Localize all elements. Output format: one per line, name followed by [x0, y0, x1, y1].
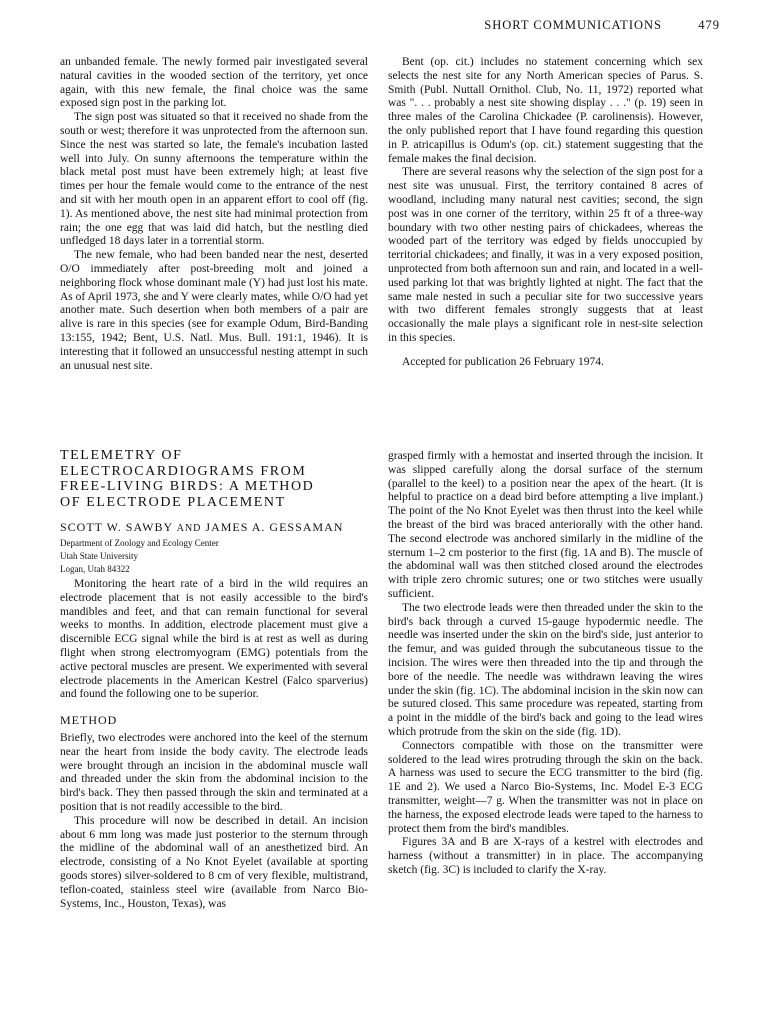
paragraph: There are several reasons why the selection of the sign post for a nest site was unusual. First, the territory contained 8 acres of woodland, including many natural nest cavities; second, the sign post was in one corner of the territory, within 25 ft of a three-way boundary with two other nesting pairs of chickadees, whereas the wooded part of the territory was edged by fields unoccupied by territorial chickadees; and finally, it was in a very exposed position, unprotected from both afternoon sun and rain, and located in a well-used parking lot that was brightly lighted at night. The fact that the same male nested in such a peculiar site for two successive years with two different females strongly suggests that at least occasionally the male plays a significant role in nest-site selection in this species.: [388, 166, 703, 344]
affiliation-line: Utah State University: [60, 551, 138, 561]
article-title-block: [60, 448, 368, 574]
affiliation-line: Department of Zoology and Ecology Center: [60, 538, 219, 548]
running-header: [380, 18, 720, 40]
paragraph: This procedure will now be described in detail. An incision about 6 mm long was made just posterior to the sternum through the midline of the abdominal wall of an anesthetized bird. An electrode, consisting of a No Knot Eyelet (available at sporting goods stores) silver-soldered to 8 cm of very flexible, multistrand, teflon-coated, stainless steel wire (available from Narco Bio-Systems, Inc., Houston, Texas), was: [60, 814, 368, 910]
page-number: 479: [698, 18, 720, 32]
paragraph: an unbanded female. The newly formed pair investigated several natural cavities in the wooded section of the territory, yet once again, with this new female, the final choice was the same exposed sign post in the parking lot.: [60, 56, 368, 110]
new-article-left-column: [60, 578, 368, 911]
paragraph: The sign post was situated so that it received no shade from the south or west; therefore it was unprotected from the afternoon sun. Since the nest was started so late, the female's incubation lasted well into July. On sunny afternoons the temperature within the black metal post must have been extremely high; at least five times per hour the female would come to the entrance of the nest and sit with her mouth open in an apparent effort to cool off (fig. 1). As mentioned above, the nest site had minimal protection from rain; the one egg that was laid did hatch, but the nestling died unfledged 18 days later in a torrential storm.: [60, 111, 368, 248]
paragraph: The new female, who had been banded near the nest, deserted O/O immediately after post-breeding molt and joined a neighboring flock whose dominant male (Y) had just lost his mate. As of April 1973, she and Y were clearly mates, while O/O had yet another mate. Such desertion when both members of a pair are alive is rare in this species (see for example Odum, Bird-Banding 13:155, 1942; Bent, U.S. Natl. Mus. Bull. 191:1, 1946). It is interesting that it followed an unsuccessful nesting attempt in such an unusual nest site.: [60, 249, 368, 372]
article-title-line: ELECTROCARDIOGRAMS FROM: [60, 463, 307, 479]
article-title-line: OF ELECTRODE PLACEMENT: [60, 494, 286, 510]
acceptance-note: Accepted for publication 26 February 1974.: [402, 355, 604, 368]
paragraph: grasped firmly with a hemostat and inserted through the incision. It was slipped carefully along the dorsal surface of the sternum (parallel to the keel) to a position near the apex of the heart. (It is helpful to practice on a dead bird before attempting a live implant.) The point of the No Knot Eyelet was then thrust into the keel while the breast of the bird was braced anteriorally with the other hand. The second electrode was anchored similarly in the midline of the sternum 1–2 cm posterior to the first (fig. 1A and B). The muscle of the abdominal wall was then stitched closed around the electrodes with triple zero chromic sutures; one or two stitches were usually sufficient.: [388, 450, 703, 600]
author-conjunction: AND: [176, 523, 202, 534]
section-heading-method: METHOD: [60, 713, 118, 728]
left-column-continued-article: [60, 56, 368, 373]
paragraph: Bent (op. cit.) includes no statement concerning which sex selects the nest site for any North American species of Parus. S. Smith (Publ. Nuttall Ornithol. Club, No. 11, 1972) reported what was ". . . probably a nest site showing display . . ." (p. 19) seen in three males of the Carolina Chickadee (P. carolinensis). However, the only published report that I have found regarding this question in P. atricapillus is Odum's (op. cit.) statement suggesting that the female makes the final decision.: [388, 56, 703, 165]
paragraph: Briefly, two electrodes were anchored into the keel of the sternum near the heart from inside the body cavity. The electrode leads were brought through an incision in the abdominal muscle wall and threaded under the skin from the abdominal incision to the bird's back. They then passed through the skin and terminated at a position that is not readily accessible to the bird.: [60, 731, 368, 813]
intro-paragraph: Monitoring the heart rate of a bird in the wild requires an electrode placement that is not easily accessible to the bird's mandibles and feet, and that can remain functional for several weeks to months. In addition, electrode placement must give a discernible ECG signal while the bird is at rest as well as during flight when strong electromyogram (EMG) potentials from the active pectoral muscles are present. We experimented with several electrode placements in the American Kestrel (Falco sparverius) and found the following one to be superior.: [60, 578, 368, 701]
author-name: SCOTT W. SAWBY: [60, 520, 173, 534]
author-line: [60, 520, 368, 535]
article-title-line: TELEMETRY OF: [60, 448, 183, 463]
journal-section-title: SHORT COMMUNICATIONS: [484, 18, 662, 32]
author-name: JAMES A. GESSAMAN: [205, 520, 344, 534]
affiliation-line: Logan, Utah 84322: [60, 564, 130, 574]
article-title-line: FREE-LIVING BIRDS: A METHOD: [60, 479, 315, 494]
paragraph: Figures 3A and B are X-rays of a kestrel with electrodes and harness (without a transmitter) in in place. The accompanying sketch (fig. 3C) is included to clarify the X-ray.: [388, 836, 703, 876]
paragraph: Connectors compatible with those on the transmitter were soldered to the lead wires protruding through the skin on the back. A harness was used to secure the ECG transmitter to the bird (fig. 1E and 2). We used a Narco Bio-Systems, Inc. Model E-3 ECG transmitter, weight—7 g. When the transmitter was not in place on the harness, the exposed electrode leads were taped to the harness to protect them from the bird's mandibles.: [388, 739, 703, 835]
paragraph: The two electrode leads were then threaded under the skin to the bird's back through a curved 15-gauge hypodermic needle. The needle was inserted under the skin on the bird's side, just anterior to the femur, and was guided through the subcutaneous tissue to the incision. The wires were then threaded into the tip and through the bore of the needle. The needle was withdrawn leaving the wires under the skin (fig. 1C). The abdominal incision in the skin now can be sutured closed. This same procedure was repeated, starting from a point in the middle of the bird's back and going to the lead wires which protrude from the skin on the side (fig. 1D).: [388, 601, 703, 738]
new-article-right-column: [388, 450, 703, 878]
right-column-continued-article: [388, 56, 703, 370]
